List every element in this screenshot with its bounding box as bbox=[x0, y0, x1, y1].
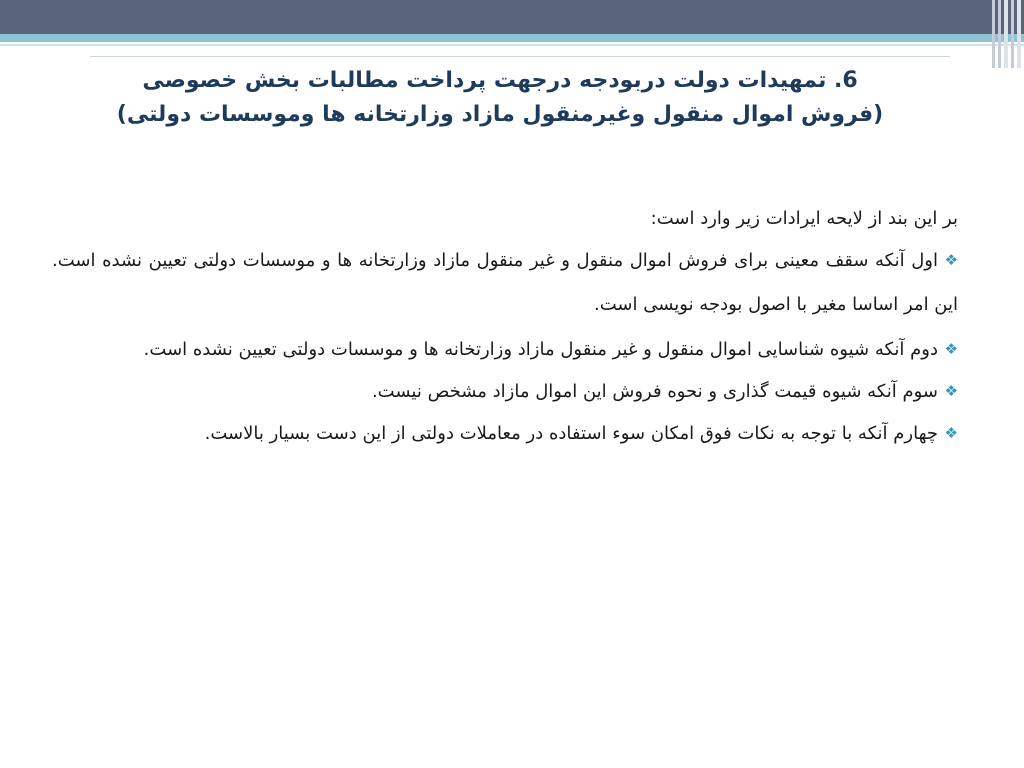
bullet-text: چهارم آنکه با توجه به نکات فوق امکان سوء استفاده در معاملات دولتی از این دست بسیار بالاست. bbox=[204, 423, 938, 444]
decorative-stripe bbox=[998, 0, 1001, 68]
diamond-bullet-icon: ❖ bbox=[944, 382, 958, 400]
bullet-item bbox=[52, 327, 958, 372]
bullet-text: اول آنکه سقف معینی برای فروش اموال منقول و غیر منقول مازاد وزارتخانه ها و موسسات دولتی تعیین نشده است. این امر اساسا مغیر با اصول بودجه نویسی است. bbox=[52, 250, 958, 315]
slide-title-line-1: 6. تمهیدات دولت دربودجه درجهت پرداخت مطالبات بخش خصوصی bbox=[142, 68, 858, 93]
decorative-stripe bbox=[1004, 0, 1008, 68]
title-divider-line bbox=[90, 56, 950, 57]
slide-title bbox=[100, 64, 900, 132]
header-bar bbox=[0, 0, 1024, 34]
bullet-text: دوم آنکه شیوه شناسایی اموال منقول و غیر منقول مازاد وزارتخانه ها و موسسات دولتی تعیین نشده است. bbox=[143, 339, 938, 360]
decorative-stripe bbox=[992, 0, 995, 68]
bullet-item bbox=[52, 372, 958, 411]
bullet-item bbox=[52, 411, 958, 456]
slide-title-line-2: (فروش اموال منقول وغیرمنقول مازاد وزارتخانه ها وموسسات دولتی) bbox=[116, 102, 884, 127]
decorative-stripe bbox=[1011, 0, 1014, 68]
bullet-text: سوم آنکه شیوه قیمت گذاری و نحوه فروش این اموال مازاد مشخص نیست. bbox=[371, 381, 938, 402]
diamond-bullet-icon: ❖ bbox=[944, 340, 958, 358]
header-accent-stripe bbox=[0, 34, 1024, 42]
slide-body bbox=[52, 200, 958, 456]
decorative-stripe bbox=[1017, 0, 1021, 68]
intro-text: بر این بند از لایحه ایرادات زیر وارد است: bbox=[650, 208, 958, 229]
diamond-bullet-icon: ❖ bbox=[944, 251, 958, 269]
bullet-item bbox=[52, 238, 958, 327]
header-accent-line bbox=[0, 44, 1024, 46]
diamond-bullet-icon: ❖ bbox=[944, 424, 958, 442]
